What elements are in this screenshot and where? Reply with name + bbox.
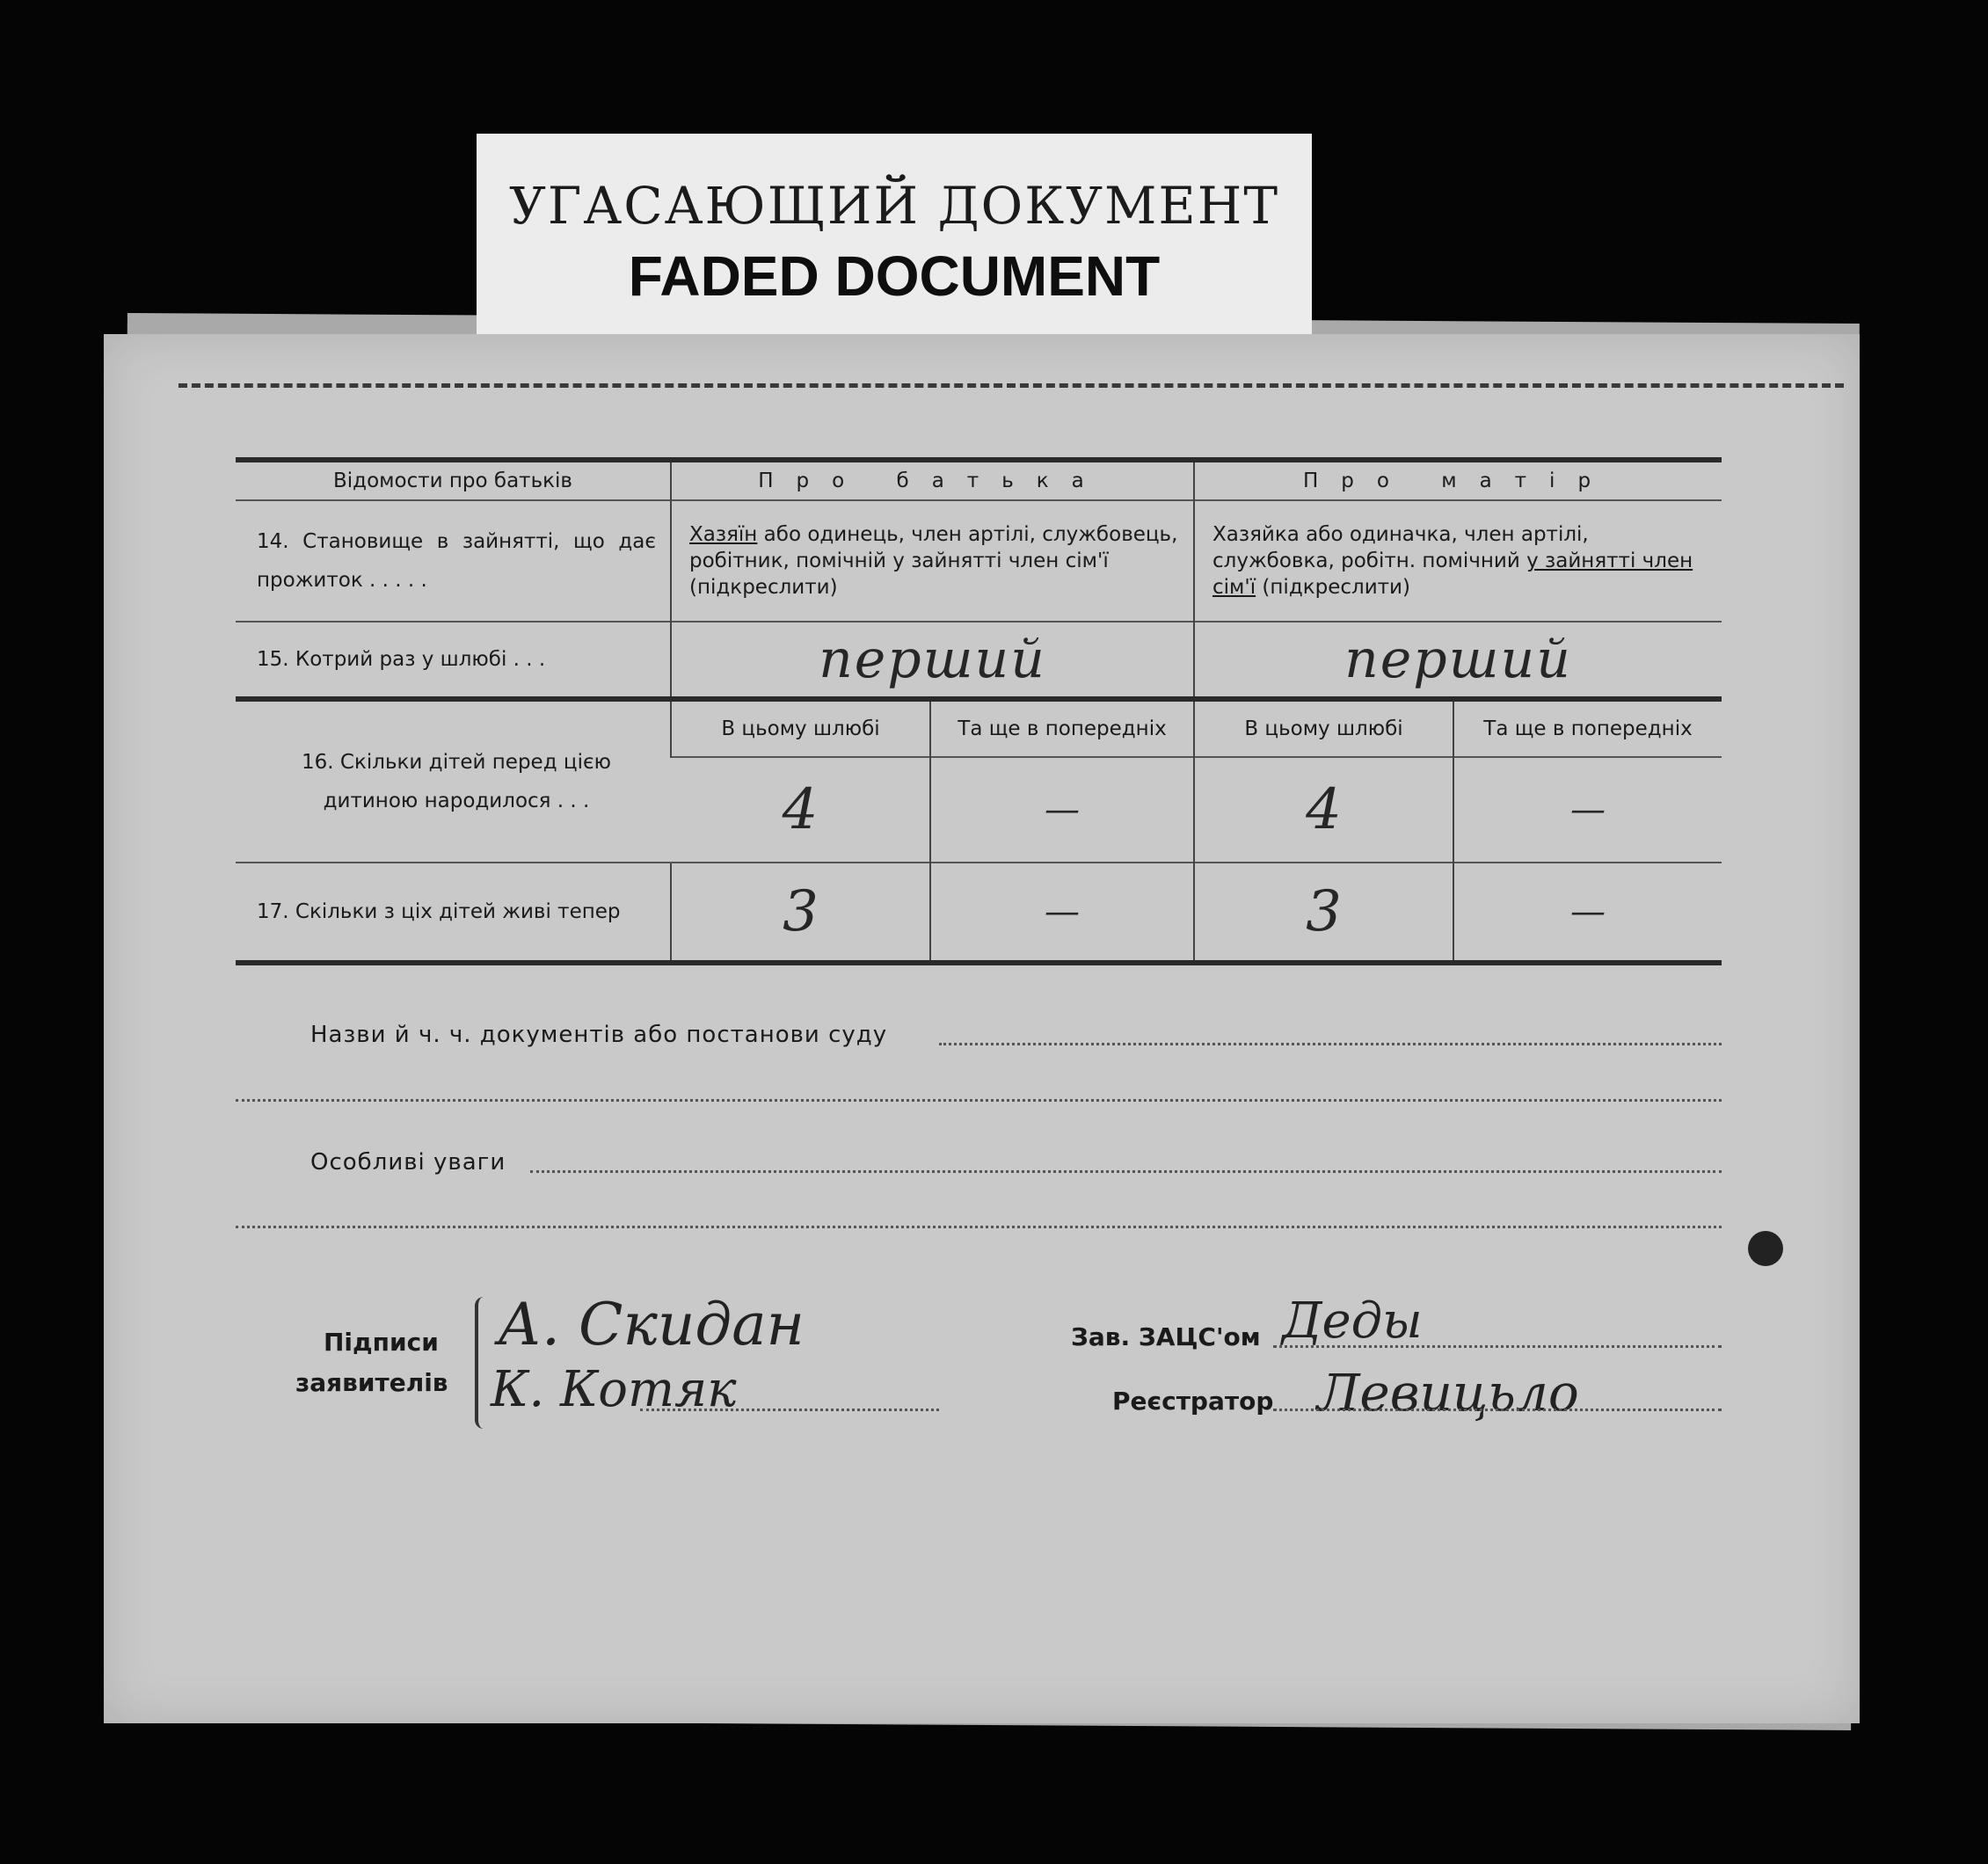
subheader-father-prev: Та ще в попередніх (930, 699, 1194, 757)
applicant-signature-1: А. Скидан (498, 1291, 805, 1358)
notes-line-2 (236, 1226, 1722, 1228)
row-14-mother-underlined: у зайнятті член сім'ї (1212, 550, 1693, 599)
row-14 (236, 500, 1722, 622)
subheader-father-this: В цьому шлюбі (671, 699, 930, 757)
subheader-mother-this: В цьому шлюбі (1194, 699, 1453, 757)
table-header-row (236, 460, 1722, 500)
registrar-line (1273, 1409, 1722, 1411)
notes-line-1 (530, 1170, 1722, 1173)
header-father: Про батька (671, 460, 1194, 500)
row-17-father-prev: — (930, 863, 1194, 963)
row-14-mother-tail: (підкреслити) (1256, 576, 1410, 599)
row-14-father (671, 500, 1194, 622)
row-17-mother-this: 3 (1194, 863, 1453, 963)
perforation-line (178, 383, 1844, 388)
row-14-label: 14. Становище в зайнятті, що дає прожиток . . . . . (236, 500, 671, 622)
documents-line-2 (236, 1099, 1722, 1102)
stamp-line-ru: УГАСАЮЩИЙ ДОКУМЕНТ (508, 176, 1280, 236)
header-parents: Відомости про батьків (236, 460, 671, 500)
row-16-mother-prev: — (1453, 757, 1722, 863)
head-zags-signature: Деды (1282, 1292, 1423, 1350)
documents-label: Назви й ч. ч. документів або постанови суду (310, 1022, 888, 1048)
notes-label: Особливі уваги (310, 1149, 506, 1176)
row-15-label: 15. Котрий раз у шлюбі . . . (236, 622, 671, 699)
row-14-father-underlined: Хазяїн (689, 523, 758, 546)
registrar-label: Реєстратор (1112, 1387, 1274, 1416)
row-16-label: 16. Скільки дітей перед цією дитиною народилося . . . (236, 699, 671, 863)
row-15-father: перший (671, 622, 1194, 699)
applicants-brace (475, 1297, 487, 1429)
faded-document-stamp (477, 134, 1312, 338)
row-15 (236, 622, 1722, 699)
stamp-line-en: FADED DOCUMENT (628, 244, 1161, 308)
children-subheader-row (236, 699, 1722, 757)
subheader-mother-prev: Та ще в попередніх (1453, 699, 1722, 757)
applicant-sign-line (640, 1409, 939, 1411)
applicant-signature-2: К. Котяк (491, 1361, 737, 1418)
documents-line-1 (939, 1043, 1722, 1045)
row-17-mother-prev: — (1453, 863, 1722, 963)
parents-table (236, 457, 1722, 965)
row-17-label: 17. Скільки з ціх дітей живі тепер (236, 863, 671, 963)
head-zags-label: Зав. ЗАЦС'ом (1071, 1322, 1261, 1351)
punch-hole (1748, 1231, 1783, 1266)
row-17 (236, 863, 1722, 963)
record-sheet (104, 334, 1860, 1723)
row-14-father-text: або одинець, член артілі, службовець, робітник, помічній у зайнятті член сім'ї (підкреслити) (689, 523, 1178, 599)
applicants-label-1: Підписи (324, 1328, 439, 1357)
registrar-signature: Левицьло (1317, 1363, 1579, 1423)
row-16-father-this: 4 (671, 757, 930, 863)
row-17-father-this: 3 (671, 863, 930, 963)
row-16-mother-this: 4 (1194, 757, 1453, 863)
row-14-mother-text: Хазяйка або одиначка, член артілі, службовка, робітн. помічний (1212, 523, 1589, 572)
row-16-father-prev: — (930, 757, 1194, 863)
header-mother: Про матір (1194, 460, 1722, 500)
head-zags-line (1273, 1345, 1722, 1348)
row-15-mother: перший (1194, 622, 1722, 699)
row-14-mother (1194, 500, 1722, 622)
applicants-label-2: заявителів (295, 1368, 448, 1397)
